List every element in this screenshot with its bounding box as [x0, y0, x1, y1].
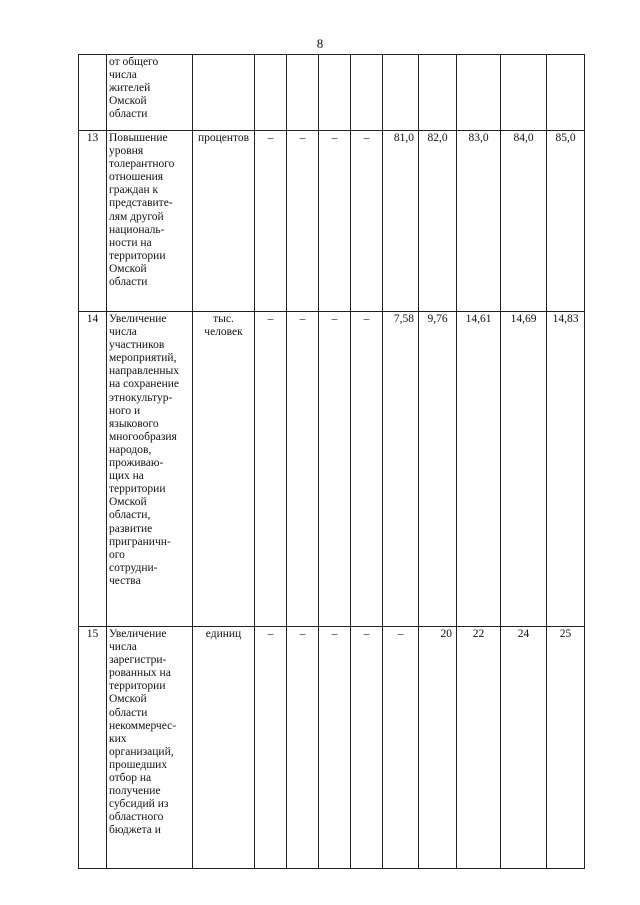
indicator-name: Увеличение числа зарегистри- рованных на территории Омской области некоммерчес- ких организаций, прошедших отбор на получение субсидий из областного бюджета и	[107, 627, 193, 869]
value-cell: 14,61	[457, 312, 501, 627]
value-cell: 22	[457, 627, 501, 869]
unit-cell	[193, 55, 255, 131]
value-cell: –	[351, 627, 383, 869]
indicator-name: Увеличение числа участников мероприятий, направленных на сохранение этнокультур- ного и языкового многообразия народов, проживаю- щих на территории Омской области, развитие приграничн- ого сотрудни- чества	[107, 312, 193, 627]
value-cell: 84,0	[501, 131, 547, 312]
value-cell: –	[255, 131, 287, 312]
value-cell: 81,0	[383, 131, 419, 312]
row-number: 13	[79, 131, 107, 312]
value-cell: –	[351, 312, 383, 627]
value-cell: 82,0	[419, 131, 457, 312]
value-cell: 85,0	[547, 131, 585, 312]
table-row-15	[79, 627, 585, 869]
value-cell	[501, 55, 547, 131]
value-cell	[383, 55, 419, 131]
indicator-name: Повышение уровня толерантного отношения граждан к представите- лям другой националь- ности на территории Омской области	[107, 131, 193, 312]
value-cell: 14,69	[501, 312, 547, 627]
value-cell: –	[383, 627, 419, 869]
row-number: 14	[79, 312, 107, 627]
value-cell: –	[319, 312, 351, 627]
value-cell: –	[287, 131, 319, 312]
indicator-name: от общего числа жителей Омской области	[107, 55, 193, 131]
value-cell: 14,83	[547, 312, 585, 627]
value-cell	[457, 55, 501, 131]
value-cell	[547, 55, 585, 131]
value-cell: –	[255, 627, 287, 869]
value-cell: –	[351, 131, 383, 312]
page-number: 8	[316, 36, 324, 51]
value-cell: 83,0	[457, 131, 501, 312]
row-number	[79, 55, 107, 131]
unit-cell: процентов	[193, 131, 255, 312]
unit-cell: единиц	[193, 627, 255, 869]
value-cell: –	[255, 312, 287, 627]
row-number: 15	[79, 627, 107, 869]
value-cell	[351, 55, 383, 131]
unit-cell: тыс. человек	[193, 312, 255, 627]
value-cell: 24	[501, 627, 547, 869]
value-cell	[419, 55, 457, 131]
value-cell: –	[319, 627, 351, 869]
table-row-13	[79, 131, 585, 312]
value-cell: –	[287, 627, 319, 869]
indicators-table	[78, 54, 585, 869]
value-cell: 25	[547, 627, 585, 869]
value-cell	[255, 55, 287, 131]
value-cell: –	[287, 312, 319, 627]
value-cell: 20	[419, 627, 457, 869]
value-cell: 7,58	[383, 312, 419, 627]
value-cell: –	[319, 131, 351, 312]
value-cell: 9,76	[419, 312, 457, 627]
value-cell	[319, 55, 351, 131]
value-cell	[287, 55, 319, 131]
table-row-14	[79, 312, 585, 627]
table-row-continuation	[79, 55, 585, 131]
